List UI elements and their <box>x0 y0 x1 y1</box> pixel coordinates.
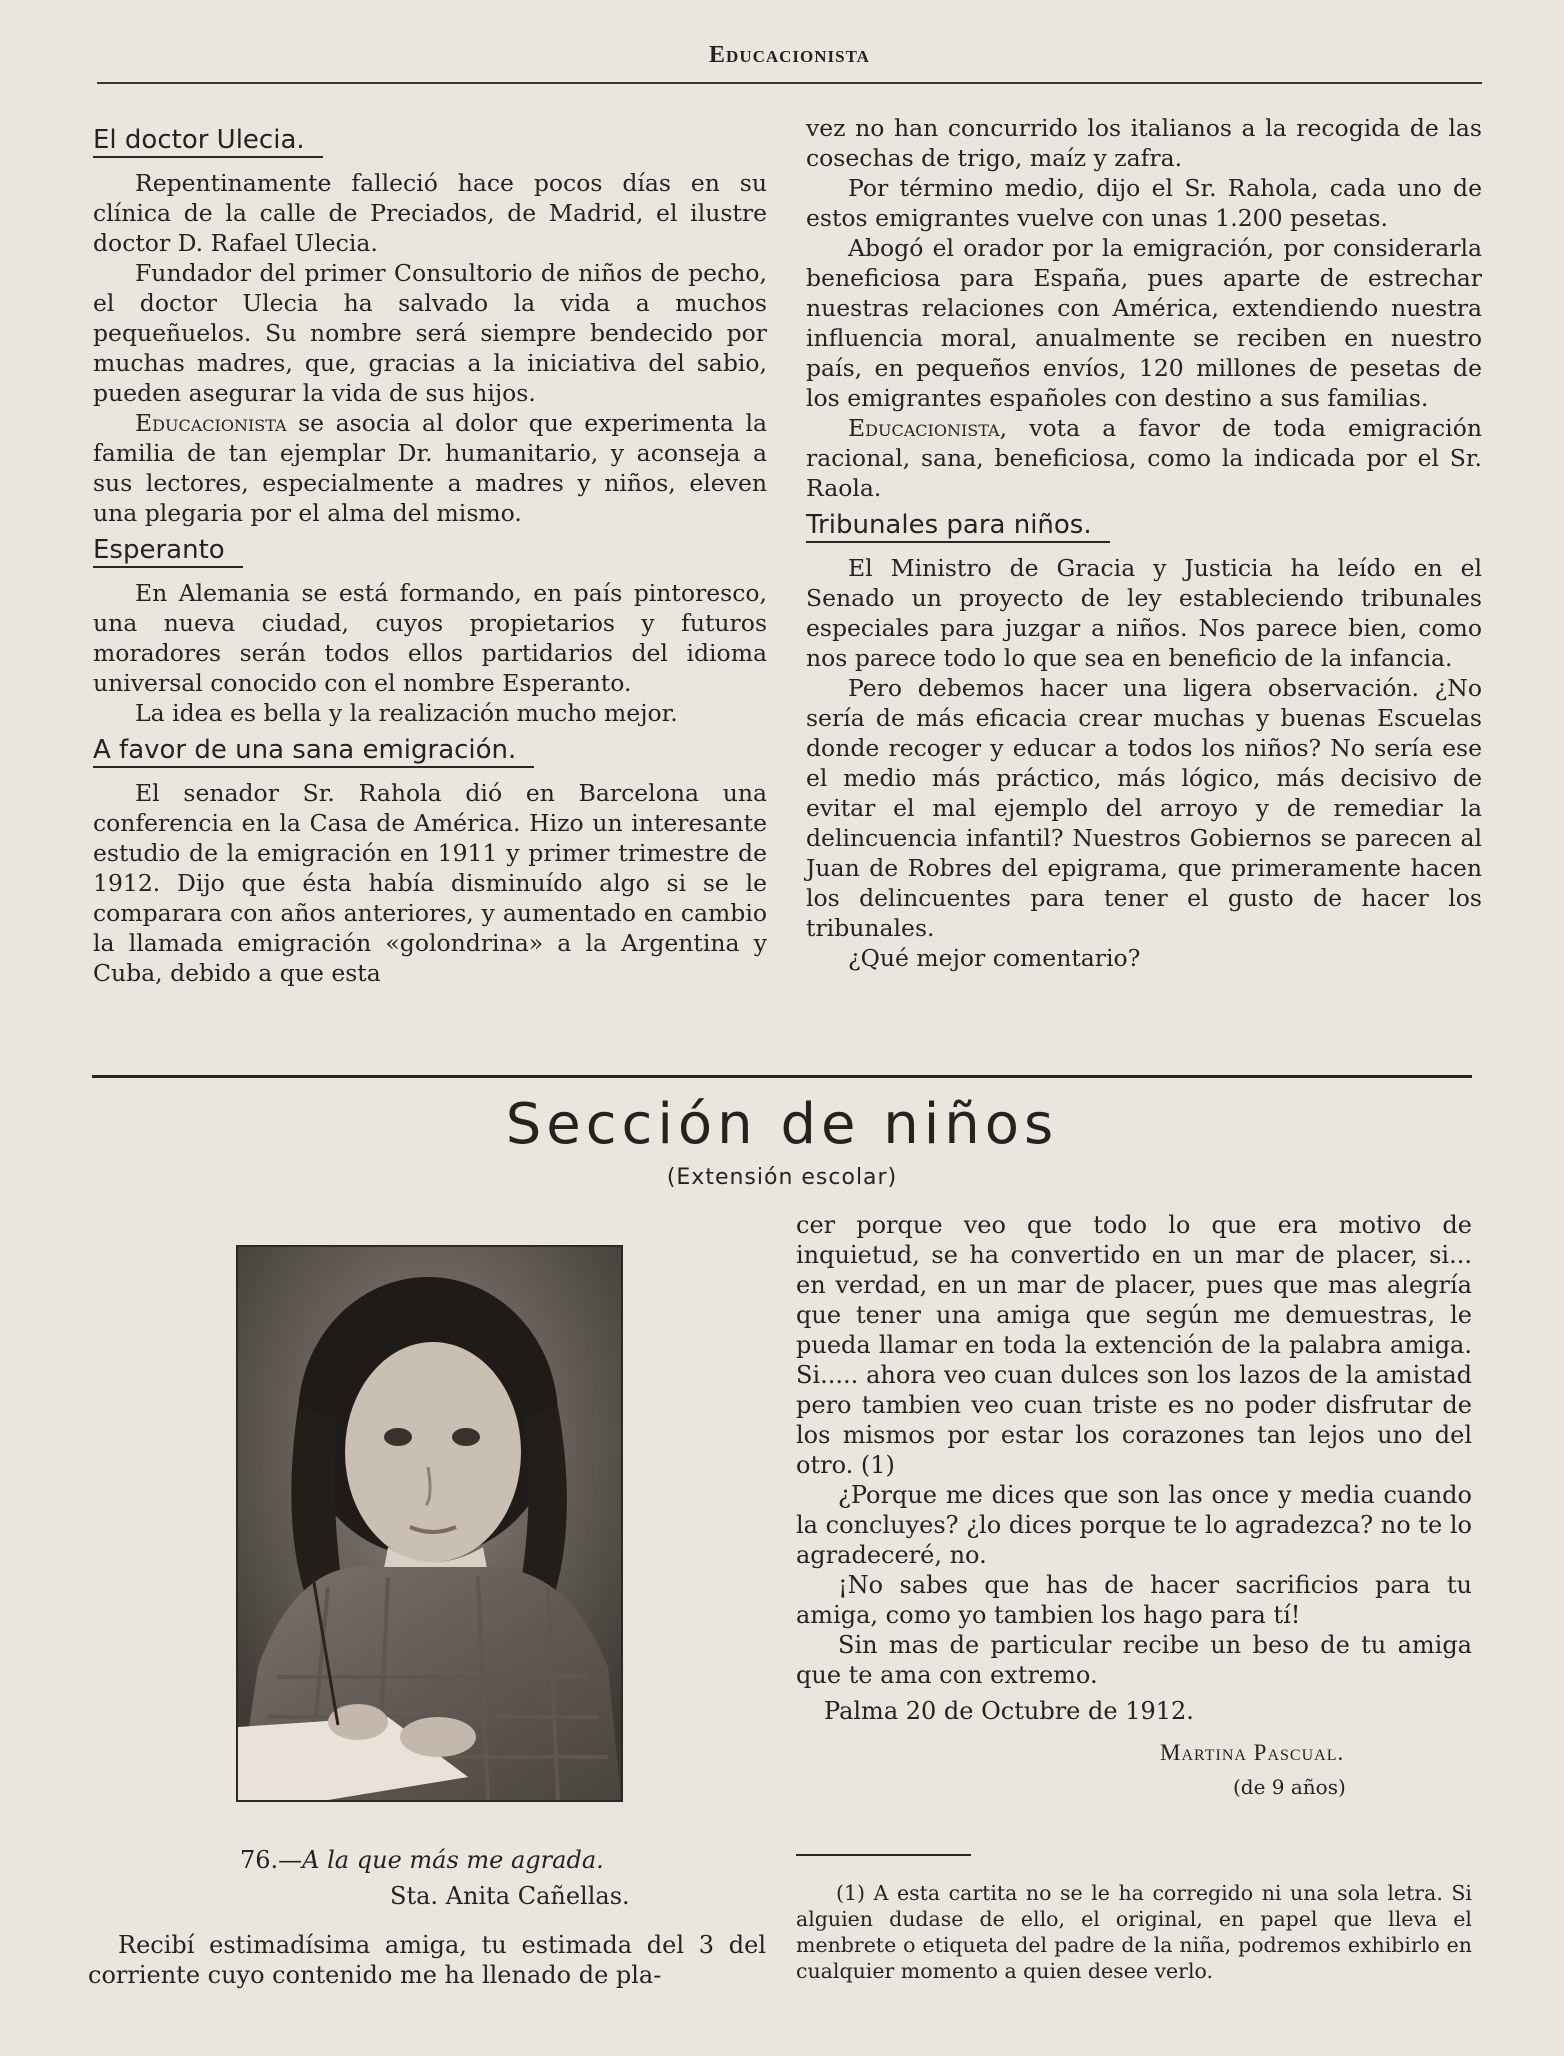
letter-start <box>88 1930 766 1990</box>
footnote-text: (1) A esta cartita no se le ha corregido ni una sola letra. Si alguien dudase de ello, el original, en papel que lleva el menbrete o etiqueta del padre de la niña, podremos exhibirlo en cualquier momento a quien desee verlo. <box>796 1881 1472 1983</box>
heading-emigracion: A favor de una sana emigración. <box>93 734 534 768</box>
heading-esperanto: Esperanto <box>93 534 243 568</box>
paragraph: Repentinamente falleció hace pocos días en su clínica de la calle de Preciados, de Madrid, el ilustre doctor D. Rafael Ulecia. <box>93 169 767 257</box>
heading-doctor-ulecia: El doctor Ulecia. <box>93 124 323 158</box>
paragraph: La idea es bella y la realización mucho mejor. <box>135 699 678 727</box>
paragraph: El senador Sr. Rahola dió en Barcelona una conferencia en la Casa de América. Hizo un interesante estudio de la emigración en 1911 y primer trimestre de 1912. Dijo que ésta había disminuído algo si se le comparara con años anteriores, y aumentado en cambio la llamada emigración «golondrina» a la Argentina y Cuba, debido a que esta <box>93 779 767 987</box>
paragraph: En Alemania se está formando, en país pintoresco, una nueva ciudad, cuyos propietarios y futuros moradores serán todos ellos partidarios del idioma universal conocido con el nombre Esperanto. <box>93 579 767 697</box>
place-date: Palma 20 de Octubre de 1912. <box>824 1697 1194 1725</box>
girl-portrait-photo <box>236 1245 623 1802</box>
caption-number: 76.— <box>240 1846 303 1874</box>
photo-caption <box>240 1842 640 1914</box>
paragraph: Por término medio, dijo el Sr. Rahola, cada uno de estos emigrantes vuelve con unas 1.200 pesetas. <box>806 174 1482 232</box>
footnote <box>796 1880 1472 1984</box>
paragraph: Recibí estimadísima amiga, tu estimada del 3 del corriente cuyo contenido me ha llenado de pla- <box>88 1931 766 1989</box>
paragraph: El Ministro de Gracia y Justicia ha leído en el Senado un proyecto de ley estableciendo tribunales especiales para juzgar a niños. Nos parece bien, como nos parece todo lo que sea en beneficio de la infancia. <box>806 554 1482 672</box>
running-header: Educacionista <box>709 42 870 68</box>
letter-continuation <box>796 1210 1472 1726</box>
paragraph-text: , vota a favor de toda emigración racional, sana, beneficiosa, como la indicada por el Sr. Raola. <box>806 414 1482 502</box>
left-column <box>93 118 767 988</box>
portrait-illustration <box>238 1247 621 1800</box>
paragraph: cer porque veo que todo lo que era motivo de inquietud, se ha convertido en un mar de placer, si... en verdad, en un mar de placer, pues que mas alegría que tener una amiga que según me demuestras, le pueda llamar en toda la extención de la palabra amiga. Si..... ahora veo cuan dulces son los lazos de la amistad pero tambien veo cuan triste es no poder disfrutar de los mismos por estar los corazones tan lejos uno del otro. (1) <box>796 1211 1472 1479</box>
paragraph: Pero debemos hacer una ligera observación. ¿No sería de más eficacia crear muchas y buenas Escuelas donde recoger y educar a todos los niños? No sería ese el medio más práctico, más lógico, más decisivo de evitar el mal ejemplo del arroyo y de remediar la delincuencia infantil? Nuestros Gobiernos se parecen al Juan de Robres del epigrama, que primeramente hacen los delincuentes para tener el gusto de hacer los tribunales. <box>806 674 1482 942</box>
right-column <box>806 113 1482 973</box>
caption-name: Sta. Anita Cañellas. <box>390 1882 630 1910</box>
masthead-name: Educacionista <box>848 414 1000 442</box>
header-rule <box>97 82 1482 84</box>
paragraph: Fundador del primer Consultorio de niños de pecho, el doctor Ulecia ha salvado la vida a muchos pequeñuelos. Su nombre será siempre bendecido por muchas madres, que, gracias a la iniciativa del sabio, pueden asegurar la vida de sus hijos. <box>93 259 767 407</box>
paragraph <box>806 413 1482 503</box>
section-divider <box>92 1075 1472 1078</box>
children-section-title: Sección de niños <box>505 1092 1059 1157</box>
footnote-rule <box>796 1854 971 1856</box>
paragraph: ¿Qué mejor comentario? <box>848 944 1141 972</box>
signature: Martina Pascual. <box>1160 1740 1345 1765</box>
paragraph: vez no han concurrido los italianos a la recogida de las cosechas de trigo, maíz y zafra. <box>806 114 1482 172</box>
paragraph: Sin mas de particular recibe un beso de tu amiga que te ama con extremo. <box>796 1631 1472 1689</box>
masthead-name: Educacionista <box>135 409 287 437</box>
paragraph-text: se asocia al dolor que experimenta la familia de tan ejemplar Dr. humanitario, y aconseja a sus lectores, especialmente a madres y niños, eleven una plegaria por el alma del mismo. <box>93 409 767 527</box>
paragraph: Abogó el orador por la emigración, por considerarla beneficiosa para España, pues aparte de estrechar nuestras relaciones con América, extendiendo nuestra influencia moral, anualmente se reciben en nuestro país, en pequeños envíos, 120 millones de pesetas de los emigrantes españoles con destino a sus familias. <box>806 234 1482 412</box>
paragraph: ¿Porque me dices que son las once y media cuando la concluyes? ¿lo dices porque te lo agradezca? no te lo agradeceré, no. <box>796 1481 1472 1569</box>
paragraph: ¡No sabes que has de hacer sacrificios para tu amiga, como yo tambien los hago para tí! <box>796 1571 1472 1629</box>
caption-title: A la que más me agrada. <box>302 1846 604 1874</box>
paragraph <box>93 408 767 528</box>
heading-tribunales: Tribunales para niños. <box>806 509 1110 543</box>
signature-age: (de 9 años) <box>1233 1775 1346 1799</box>
children-section-subtitle: (Extensión escolar) <box>666 1165 898 1190</box>
